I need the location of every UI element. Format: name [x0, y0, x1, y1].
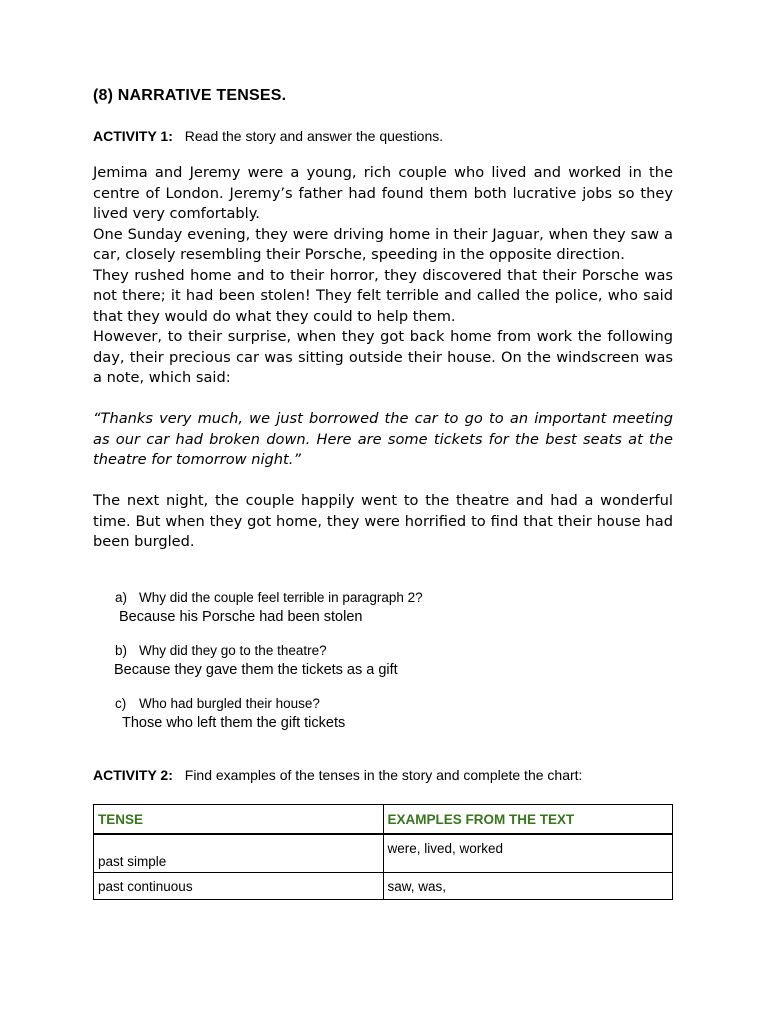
table-header-row: [94, 805, 673, 835]
tense-chart-table: [93, 804, 673, 900]
question-text: Who had burgled their house?: [139, 696, 320, 711]
story-paragraph-4: However, to their surprise, when they got back home from work the following day, their precious car was sitting outside their house. On the windscreen was a note, which said:: [93, 328, 673, 386]
story-paragraph-1: Jemima and Jeremy were a young, rich couple who lived and worked in the centre of London. Jeremy’s father had found them both lucrative jobs so they lived very comfortably.: [93, 164, 673, 222]
tense-cell[interactable]: [94, 834, 384, 873]
question-text: Why did they go to the theatre?: [139, 643, 327, 658]
question-letter: b): [115, 643, 128, 658]
activity-1-instruction: Read the story and answer the questions.: [184, 128, 444, 144]
examples-cell[interactable]: saw, was,: [383, 873, 673, 900]
activity-2-label: ACTIVITY 2:: [93, 767, 173, 783]
story-text: [93, 163, 673, 553]
examples-cell[interactable]: were, lived, worked: [383, 834, 673, 873]
page-title: (8) NARRATIVE TENSES.: [93, 87, 287, 104]
story-paragraph-5: The next night, the couple happily went to the theatre and had a wonderful time. But when they got home, they were horrified to find that their house had been burgled.: [93, 492, 673, 550]
activity-1-heading: [93, 128, 443, 144]
tense-cell[interactable]: past continuous: [94, 873, 384, 900]
story-paragraph-2: One Sunday evening, they were driving home in their Jaguar, when they saw a car, closely resembling their Porsche, speeding in the opposite direction.: [93, 225, 673, 263]
header-examples: EXAMPLES FROM THE TEXT: [383, 805, 673, 835]
header-tense: TENSE: [94, 805, 384, 835]
question-text: Why did the couple feel terrible in paragraph 2?: [139, 590, 423, 605]
question-letter: a): [115, 590, 128, 605]
story-paragraph-3: They rushed home and to their horror, they discovered that their Porsche was not there; it had been stolen! They felt terrible and called the police, who said that they would do what they could to help them.: [93, 266, 673, 325]
table-row: [94, 873, 673, 900]
answer-text[interactable]: Those who left them the gift tickets: [122, 715, 346, 731]
activity-2-heading: [93, 767, 582, 783]
activity-1-label: ACTIVITY 1:: [93, 128, 173, 144]
question-letter: c): [115, 696, 127, 711]
table-row: [94, 834, 673, 873]
answer-text[interactable]: Because they gave them the tickets as a gift: [114, 662, 398, 678]
answer-text[interactable]: Because his Porsche had been stolen: [119, 609, 363, 625]
story-quote-note: “Thanks very much, we just borrowed the car to go to an important meeting as our car had broken down. Here are some tickets for the best seats at the theatre for tomorrow night.”: [93, 410, 673, 468]
activity-2-instruction: Find examples of the tenses in the story and complete the chart:: [184, 767, 583, 783]
tense-cell-text: past simple: [98, 854, 167, 869]
